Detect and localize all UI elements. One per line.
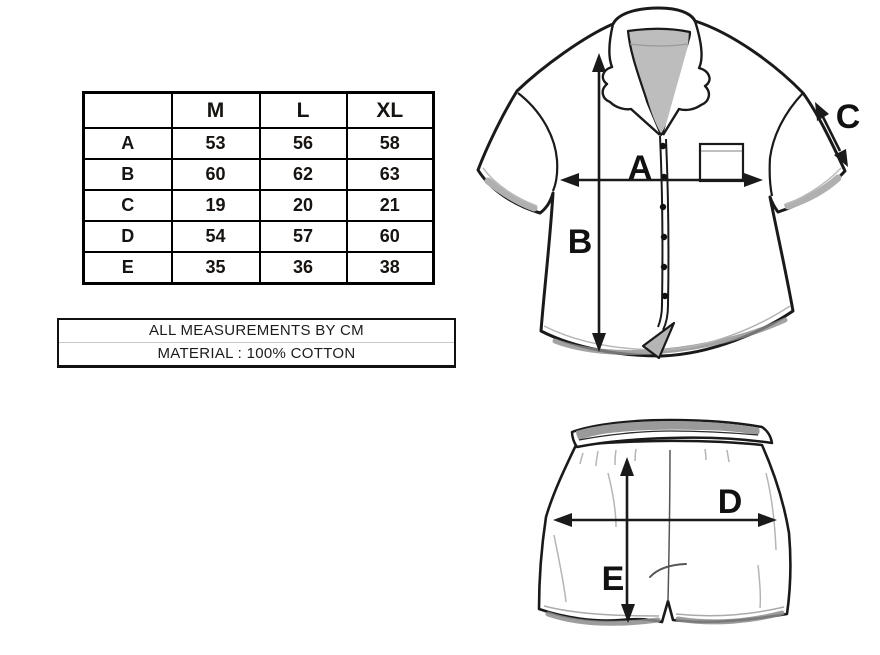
size-cell: 19	[172, 190, 260, 221]
size-cell: 60	[172, 159, 260, 190]
size-cell: 57	[260, 221, 347, 252]
size-cell: 56	[260, 128, 347, 159]
note-measurements-unit: ALL MEASUREMENTS BY CM	[149, 322, 364, 339]
row-label-d: D	[84, 221, 172, 252]
row-label-c: C	[84, 190, 172, 221]
shorts-diagram-svg	[520, 395, 800, 635]
col-header-xl: XL	[347, 93, 434, 129]
table-header-row	[84, 93, 434, 129]
col-header-l: L	[260, 93, 347, 129]
size-cell: 63	[347, 159, 434, 190]
shorts-illustration	[520, 395, 800, 635]
row-label-e: E	[84, 252, 172, 284]
shorts-label-e: E	[601, 560, 625, 598]
row-label-b: B	[84, 159, 172, 190]
shirt-label-a: A	[627, 149, 653, 187]
size-cell: 54	[172, 221, 260, 252]
table-row-a	[84, 128, 434, 159]
size-table	[82, 91, 435, 285]
size-cell: 35	[172, 252, 260, 284]
table-corner-cell	[84, 93, 172, 129]
row-label-a: A	[84, 128, 172, 159]
size-cell: 60	[347, 221, 434, 252]
col-header-m: M	[172, 93, 260, 129]
size-cell: 62	[260, 159, 347, 190]
chest-pocket	[700, 144, 743, 181]
table-row-c	[84, 190, 434, 221]
table-row-d	[84, 221, 434, 252]
size-cell: 20	[260, 190, 347, 221]
shirt-illustration	[460, 0, 880, 380]
shorts-label-d: D	[717, 483, 743, 521]
shirt-diagram-svg	[460, 0, 880, 380]
size-cell: 38	[347, 252, 434, 284]
size-cell: 36	[260, 252, 347, 284]
shorts-body-outline	[539, 441, 790, 622]
size-cell: 58	[347, 128, 434, 159]
table-row-e	[84, 252, 434, 284]
size-cell: 53	[172, 128, 260, 159]
shirt-label-c: C	[835, 98, 861, 136]
measurements-note-box	[57, 318, 456, 368]
table-row-b	[84, 159, 434, 190]
shirt-label-b: B	[567, 223, 593, 261]
size-cell: 21	[347, 190, 434, 221]
note-material: MATERIAL : 100% COTTON	[59, 342, 454, 365]
